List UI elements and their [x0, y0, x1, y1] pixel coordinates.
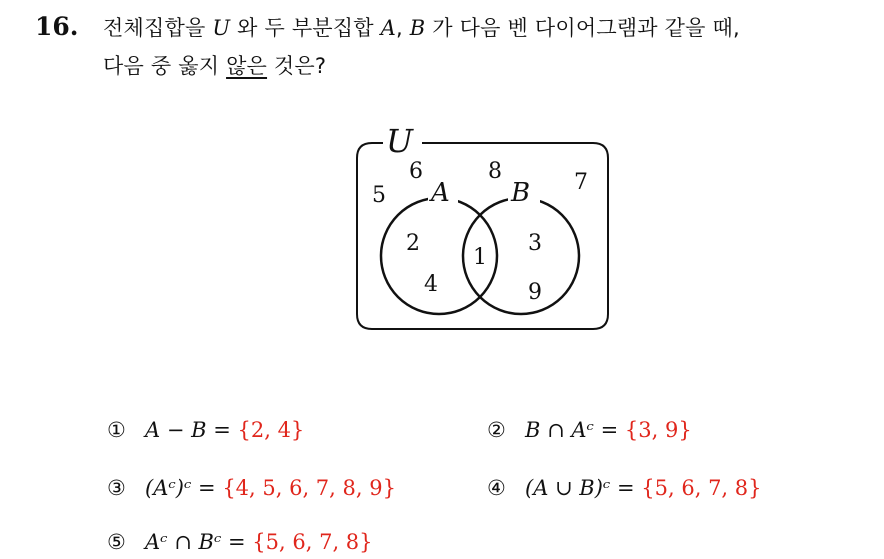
only-a-element-4: 4 — [424, 272, 438, 297]
choice-5[interactable] — [107, 530, 373, 554]
symbol-b: B — [409, 16, 426, 40]
q2-underlined: 않은 — [226, 54, 268, 78]
outside-element-6: 6 — [409, 159, 423, 184]
universe-box — [357, 143, 608, 329]
choice-marker: ⑤ — [107, 530, 126, 554]
intersection-element-1: 1 — [473, 245, 487, 270]
choice-answer-set: {5, 6, 7, 8} — [641, 476, 762, 500]
universe-label: U — [386, 122, 413, 160]
q2-text-a: 다음 중 옳지 — [103, 54, 227, 78]
outside-element-8: 8 — [488, 159, 502, 184]
choice-1[interactable] — [107, 418, 304, 442]
only-b-element-3: 3 — [528, 231, 542, 256]
q1-text-c: 가 다음 벤 다이어그램과 같을 때, — [425, 16, 740, 40]
q1-text-b: 와 두 부분집합 — [230, 16, 381, 40]
only-b-element-9: 9 — [528, 280, 542, 305]
outside-element-7: 7 — [574, 170, 588, 195]
choice-lhs: A − B = — [145, 418, 238, 442]
choice-answer-set: {5, 6, 7, 8} — [252, 530, 373, 554]
q1-comma: , — [396, 16, 410, 40]
choice-marker: ④ — [487, 476, 506, 500]
symbol-u: U — [212, 16, 231, 40]
choice-2[interactable] — [487, 418, 692, 442]
choice-answer-set: {2, 4} — [237, 418, 305, 442]
choice-3[interactable] — [107, 476, 396, 500]
set-b-label: B — [511, 178, 531, 208]
set-a-label: A — [431, 178, 450, 208]
choice-answer-set: {3, 9} — [624, 418, 692, 442]
choice-marker: ② — [487, 418, 506, 442]
choice-marker: ③ — [107, 476, 126, 500]
choice-lhs: Aᶜ ∩ Bᶜ = — [145, 530, 253, 554]
choice-lhs: B ∩ Aᶜ = — [525, 418, 625, 442]
q1-text-a: 전체집합을 — [103, 16, 213, 40]
only-a-element-2: 2 — [406, 231, 420, 256]
choice-4[interactable] — [487, 476, 762, 500]
choice-answer-set: {4, 5, 6, 7, 8, 9} — [222, 476, 396, 500]
outside-element-5: 5 — [372, 183, 386, 208]
choice-marker: ① — [107, 418, 126, 442]
question-number: 16. — [35, 12, 79, 41]
q2-text-b: 것은? — [267, 54, 327, 78]
symbol-a: A — [380, 16, 397, 40]
choice-lhs: (A ∪ B)ᶜ = — [525, 476, 642, 500]
choice-lhs: (Aᶜ)ᶜ = — [145, 476, 223, 500]
